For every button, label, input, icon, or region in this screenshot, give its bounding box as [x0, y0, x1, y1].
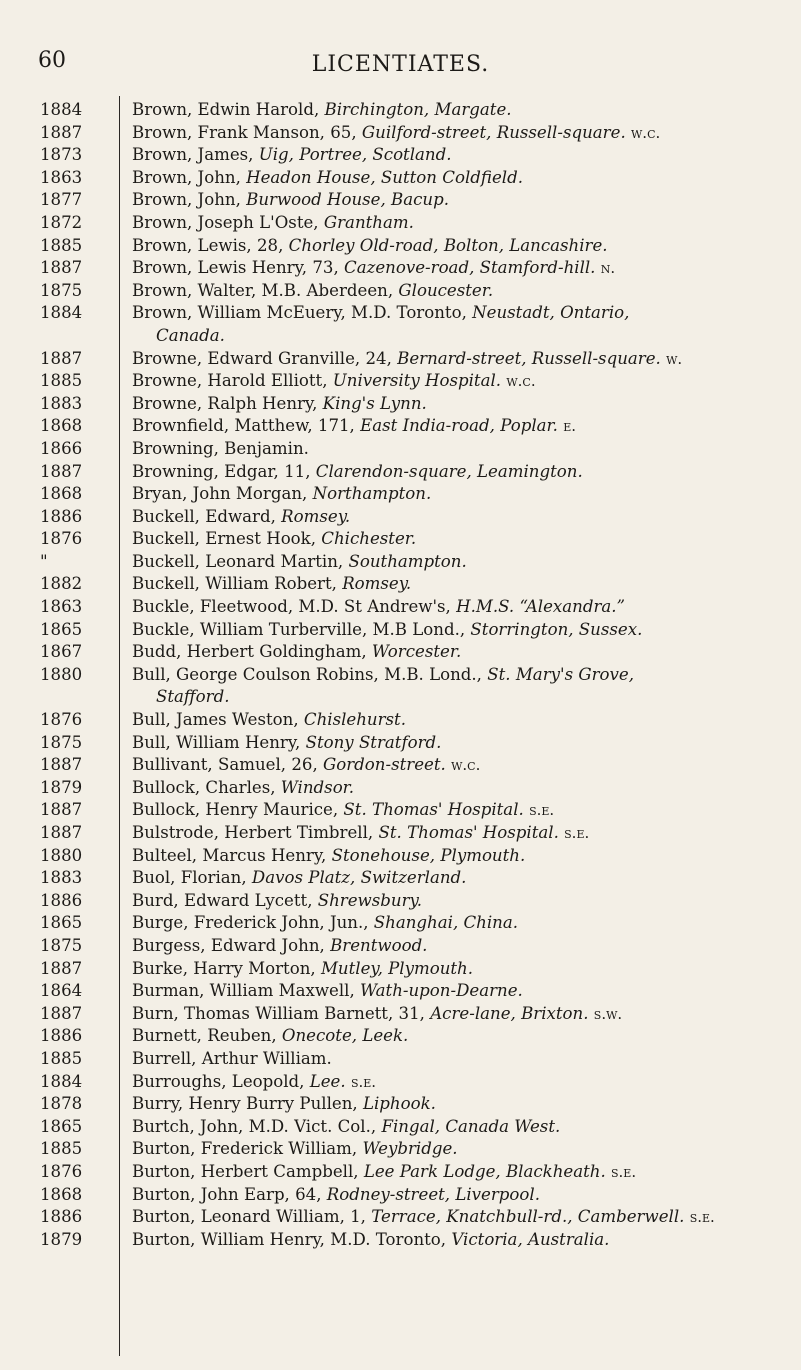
list-item	[40, 777, 800, 800]
list-item	[40, 144, 800, 167]
entry-place: Victoria, Australia.	[451, 1229, 610, 1249]
entry-place: Worcester.	[371, 642, 462, 662]
entry-postal-district: s.e.	[689, 1208, 715, 1227]
entry-year: 1865	[40, 619, 83, 639]
entry-name: Brown, William McEuery, M.D. Toronto,	[132, 303, 473, 323]
entry-place: Guilford-street, Russell-square.	[361, 122, 626, 142]
entry-text	[132, 573, 796, 596]
entry-name: Bullivant, Samuel, 26,	[132, 755, 323, 775]
entry-place: Lee.	[309, 1071, 346, 1091]
entry-place: Bernard-street, Russell-square.	[397, 348, 661, 368]
entry-year: 1883	[40, 868, 83, 888]
entry-name: Burton, Leonard William, 1,	[132, 1207, 372, 1227]
entry-place: King's Lynn.	[322, 393, 427, 413]
entry-place: Terrace, Knatchbull-rd., Camberwell.	[371, 1207, 685, 1227]
list-item	[40, 1206, 800, 1229]
entry-text	[132, 777, 796, 800]
entry-name: Burn, Thomas William Barnett, 31,	[132, 1003, 431, 1023]
list-item	[40, 370, 800, 393]
entry-year: 1876	[40, 1161, 83, 1181]
list-item	[40, 1048, 800, 1071]
entry-postal-district: s.w.	[593, 1004, 623, 1023]
entry-text	[132, 257, 796, 280]
entry-text	[132, 1093, 796, 1116]
entry-name: Browning, Benjamin.	[132, 438, 309, 458]
entry-place: Burwood House, Bacup.	[246, 190, 450, 210]
entry-place: Davos Platz, Switzerland.	[251, 868, 467, 888]
entry-year: 1865	[40, 1116, 83, 1136]
entry-name: Burtch, John, M.D. Vict. Col.,	[132, 1116, 382, 1136]
entry-name: Buckell, William Robert,	[132, 574, 343, 594]
list-item	[40, 438, 800, 461]
entry-name: Burnett, Reuben,	[132, 1026, 282, 1046]
entry-text	[132, 709, 796, 732]
entry-name: Browne, Edward Granville, 24,	[132, 348, 398, 368]
list-item	[40, 980, 800, 1003]
entry-year: 1886	[40, 506, 83, 526]
list-item	[40, 393, 800, 416]
list-item	[40, 641, 800, 664]
entry-name: Bullock, Charles,	[132, 777, 281, 797]
entry-place: Liphook.	[362, 1094, 436, 1114]
list-item	[40, 528, 800, 551]
entry-place: Stony Stratford.	[305, 732, 442, 752]
entry-text	[132, 551, 796, 574]
entry-year: 1887	[40, 258, 83, 278]
entry-name: Burke, Harry Morton,	[132, 958, 321, 978]
entry-name: Burry, Henry Burry Pullen,	[132, 1094, 363, 1114]
entry-text	[132, 438, 796, 461]
entry-text	[132, 483, 796, 506]
entry-place: Weybridge.	[362, 1139, 458, 1159]
entry-year: 1887	[40, 348, 83, 368]
entry-year: 1875	[40, 732, 83, 752]
entry-year: 1882	[40, 574, 83, 594]
list-item	[40, 958, 800, 981]
list-item	[40, 1184, 800, 1207]
entry-place: Clarendon-square, Leamington.	[315, 461, 583, 481]
entry-place: Southampton.	[348, 551, 467, 571]
entry-year: 1868	[40, 416, 83, 436]
entry-name: Bull, George Coulson Robins, M.B. Lond.,	[132, 664, 488, 684]
list-item	[40, 573, 800, 596]
list-item	[40, 1229, 800, 1252]
entry-place: Cazenove-road, Stamford-hill.	[344, 258, 596, 278]
list-item	[40, 1071, 800, 1094]
entry-year: 1878	[40, 1094, 83, 1114]
list-item	[40, 1161, 800, 1184]
entry-text	[132, 1048, 796, 1071]
list-item	[40, 280, 800, 303]
entry-continuation: Stafford.	[156, 687, 230, 707]
entry-text	[132, 280, 796, 303]
entry-name: Brown, John,	[132, 167, 247, 187]
entry-place: Romsey.	[342, 574, 412, 594]
licentiates-list	[40, 99, 800, 1251]
entry-place: Northampton.	[312, 484, 432, 504]
list-item	[40, 415, 800, 438]
entry-postal-district: s.e.	[564, 824, 590, 842]
list-item	[40, 1116, 800, 1139]
entry-year: 1886	[40, 890, 83, 910]
entry-name: Brown, Lewis, 28,	[132, 235, 289, 255]
entry-text	[132, 641, 796, 664]
entry-text	[132, 393, 796, 416]
entry-place: St. Thomas' Hospital.	[343, 800, 524, 820]
entry-text	[132, 122, 796, 145]
entry-name: Brown, Lewis Henry, 73,	[132, 258, 344, 278]
entry-place: Rodney-street, Liverpool.	[326, 1184, 540, 1204]
entry-text	[132, 1071, 796, 1094]
list-item	[40, 799, 800, 822]
entry-year: 1873	[40, 145, 83, 165]
entry-year: 1863	[40, 167, 83, 187]
entry-place: Windsor.	[280, 777, 355, 797]
entry-text	[132, 302, 796, 347]
entry-postal-district: w.c.	[451, 756, 481, 775]
entry-text	[132, 596, 796, 619]
entry-year: 1863	[40, 597, 83, 617]
entry-year: 1887	[40, 823, 83, 842]
entry-text	[132, 167, 796, 190]
entry-place: East India-road, Poplar.	[360, 416, 558, 436]
list-item	[40, 867, 800, 890]
entry-text	[132, 619, 796, 642]
entry-name: Bulstrode, Herbert Timbrell,	[132, 823, 379, 842]
entry-year: 1864	[40, 981, 83, 1001]
entry-name: Burton, Herbert Campbell,	[132, 1161, 364, 1181]
entry-postal-district: e.	[563, 417, 577, 436]
entry-place: Gordon-street.	[323, 755, 446, 775]
list-item	[40, 483, 800, 506]
entry-year: 1885	[40, 235, 83, 255]
entry-text	[132, 799, 796, 822]
entry-place: St. Thomas' Hospital.	[378, 823, 559, 842]
entry-postal-district: s.e.	[611, 1162, 637, 1181]
entry-name: Brown, James,	[132, 145, 259, 165]
entry-text	[132, 189, 796, 212]
entry-year: 1883	[40, 393, 83, 413]
entry-name: Browning, Edgar, 11,	[132, 461, 316, 481]
entry-year: 1879	[40, 1229, 83, 1249]
entry-name: Browne, Harold Elliott,	[132, 371, 333, 391]
entry-year: 1884	[40, 303, 83, 323]
entry-place: Onecote, Leek.	[281, 1026, 409, 1046]
page-number: 60	[38, 48, 66, 73]
entry-year: 1880	[40, 664, 83, 684]
entry-year: 1875	[40, 280, 83, 300]
entry-name: Burton, John Earp, 64,	[132, 1184, 327, 1204]
entry-text	[132, 980, 796, 1003]
entry-year: 1876	[40, 710, 83, 730]
entry-name: Budd, Herbert Goldingham,	[132, 642, 372, 662]
entry-text	[132, 212, 796, 235]
list-item	[40, 167, 800, 190]
entry-name: Brown, Walter, M.B. Aberdeen,	[132, 280, 399, 300]
entry-text	[132, 822, 796, 845]
entry-text	[132, 1003, 796, 1026]
entry-name: Brownfield, Matthew, 171,	[132, 416, 361, 436]
entry-name: Bulteel, Marcus Henry,	[132, 845, 332, 865]
entry-place: Brentwood.	[330, 935, 428, 955]
list-item	[40, 348, 800, 371]
list-item	[40, 596, 800, 619]
running-head: LICENTIATES.	[311, 52, 490, 77]
entry-name: Burd, Edward Lycett,	[132, 890, 318, 910]
entry-year: 1886	[40, 1026, 83, 1046]
entry-year: 1876	[40, 529, 83, 549]
entry-name: Burrell, Arthur William.	[132, 1048, 332, 1068]
list-item	[40, 506, 800, 529]
list-item	[40, 302, 800, 347]
entry-name: Burton, Frederick William,	[132, 1139, 363, 1159]
entry-name: Buckle, William Turberville, M.B Lond.,	[132, 619, 471, 639]
entry-place: Storrington, Sussex.	[470, 619, 643, 639]
entry-name: Burton, William Henry, M.D. Toronto,	[132, 1229, 452, 1249]
entry-year: 1872	[40, 212, 83, 232]
list-item	[40, 664, 800, 709]
entry-text	[132, 1184, 796, 1207]
entry-place: Birchington, Margate.	[324, 100, 512, 119]
entry-name: Brown, Edwin Harold,	[132, 100, 325, 119]
entry-place: Stonehouse, Plymouth.	[331, 845, 526, 865]
entry-text	[132, 890, 796, 913]
entry-name: Buckell, Leonard Martin,	[132, 551, 349, 571]
entry-year: 1886	[40, 1207, 83, 1227]
list-item	[40, 935, 800, 958]
entry-year: 1866	[40, 438, 83, 458]
entry-year: 1875	[40, 935, 83, 955]
entry-text	[132, 506, 796, 529]
entry-postal-district: n.	[600, 259, 616, 278]
entry-year: 1877	[40, 190, 83, 210]
entry-year: 1885	[40, 1139, 83, 1159]
entry-text	[132, 754, 796, 777]
list-item	[40, 99, 800, 122]
entry-text	[132, 664, 796, 709]
entry-year: "	[40, 551, 48, 571]
entry-postal-district: w.c.	[506, 372, 536, 391]
list-item	[40, 1025, 800, 1048]
entry-postal-district: s.e.	[529, 801, 555, 820]
entry-text	[132, 732, 796, 755]
entry-text	[132, 415, 796, 438]
entry-text	[132, 1138, 796, 1161]
list-item	[40, 912, 800, 935]
entry-year: 1887	[40, 800, 83, 820]
entry-year: 1887	[40, 1003, 83, 1023]
entry-text	[132, 935, 796, 958]
entry-year: 1868	[40, 484, 83, 504]
entry-name: Burgess, Edward John,	[132, 935, 331, 955]
entry-name: Buckle, Fleetwood, M.D. St Andrew's,	[132, 597, 457, 617]
list-item	[40, 212, 800, 235]
entry-postal-district: s.e.	[350, 1072, 377, 1091]
list-item	[40, 845, 800, 868]
entry-place: Shrewsbury.	[317, 890, 422, 910]
entry-text	[132, 1116, 796, 1139]
entry-postal-district: w.	[666, 349, 683, 368]
entry-place: Uig, Portree, Scotland.	[258, 145, 452, 165]
entry-name: Bullock, Henry Maurice,	[132, 800, 344, 820]
entry-text	[132, 461, 796, 484]
entry-year: 1887	[40, 122, 83, 142]
list-item	[40, 709, 800, 732]
entry-year: 1887	[40, 461, 83, 481]
entry-text	[132, 1161, 796, 1184]
entry-place: Fingal, Canada West.	[381, 1116, 561, 1136]
entry-year: 1885	[40, 1048, 83, 1068]
entry-text	[132, 1206, 796, 1229]
entry-name: Brown, Frank Manson, 65,	[132, 122, 362, 142]
entry-text	[132, 235, 796, 258]
entry-place: Lee Park Lodge, Blackheath.	[363, 1161, 606, 1181]
entry-year: 1867	[40, 642, 83, 662]
entry-name: Bull, James Weston,	[132, 710, 304, 730]
entry-place: Romsey.	[281, 506, 351, 526]
list-item	[40, 732, 800, 755]
entry-text	[132, 912, 796, 935]
entry-place: Chislehurst.	[303, 710, 406, 730]
list-item	[40, 754, 800, 777]
entry-place: Chorley Old-road, Bolton, Lancashire.	[288, 235, 608, 255]
list-item	[40, 1138, 800, 1161]
entry-text	[132, 845, 796, 868]
entry-place: Shanghai, China.	[373, 913, 519, 933]
entry-text	[132, 99, 796, 122]
list-item	[40, 890, 800, 913]
entry-name: Brown, John,	[132, 190, 247, 210]
entry-text	[132, 370, 796, 393]
list-item	[40, 1093, 800, 1116]
entry-place: Chichester.	[321, 529, 417, 549]
entry-name: Burge, Frederick John, Jun.,	[132, 913, 374, 933]
entry-name: Bryan, John Morgan,	[132, 484, 313, 504]
entry-year: 1880	[40, 845, 83, 865]
entry-place: Neustadt, Ontario,	[472, 303, 630, 323]
entry-name: Brown, Joseph L'Oste,	[132, 212, 324, 232]
entry-place: Wath-upon-Dearne.	[360, 981, 523, 1001]
entry-text	[132, 144, 796, 167]
entry-year: 1884	[40, 1071, 83, 1091]
list-item	[40, 1003, 800, 1026]
entry-text	[132, 1025, 796, 1048]
entry-name: Burroughs, Leopold,	[132, 1071, 310, 1091]
entry-text	[132, 958, 796, 981]
entry-place: University Hospital.	[332, 371, 502, 391]
entry-year: 1885	[40, 371, 83, 391]
entry-year: 1887	[40, 958, 83, 978]
entry-name: Buckell, Ernest Hook,	[132, 529, 322, 549]
entry-place: Headon House, Sutton Coldfield.	[246, 167, 523, 187]
entry-name: Browne, Ralph Henry,	[132, 393, 323, 413]
entry-place: Acre-lane, Brixton.	[430, 1003, 589, 1023]
entry-place: H.M.S. “Alexandra.”	[456, 597, 626, 617]
list-item	[40, 461, 800, 484]
entry-year: 1868	[40, 1184, 83, 1204]
entry-year: 1884	[40, 100, 83, 119]
entry-text	[132, 1229, 796, 1252]
entry-continuation: Canada.	[156, 325, 225, 345]
entry-name: Burman, William Maxwell,	[132, 981, 361, 1001]
entry-name: Buckell, Edward,	[132, 506, 282, 526]
entry-name: Bull, William Henry,	[132, 732, 306, 752]
list-item	[40, 619, 800, 642]
entry-name: Buol, Florian,	[132, 868, 252, 888]
entry-postal-district: w.c.	[631, 123, 661, 142]
entry-text	[132, 867, 796, 890]
entry-place: Mutley, Plymouth.	[320, 958, 474, 978]
entry-place: St. Mary's Grove,	[487, 664, 635, 684]
entry-year: 1887	[40, 755, 83, 775]
list-item	[40, 235, 800, 258]
list-item	[40, 122, 800, 145]
entry-year: 1879	[40, 777, 83, 797]
entry-year: 1865	[40, 913, 83, 933]
list-item	[40, 257, 800, 280]
entry-text	[132, 348, 796, 371]
list-item	[40, 189, 800, 212]
entry-place: Gloucester.	[398, 280, 494, 300]
entry-place: Grantham.	[323, 212, 414, 232]
entry-text	[132, 528, 796, 551]
list-item	[40, 551, 800, 574]
list-item	[40, 822, 800, 845]
